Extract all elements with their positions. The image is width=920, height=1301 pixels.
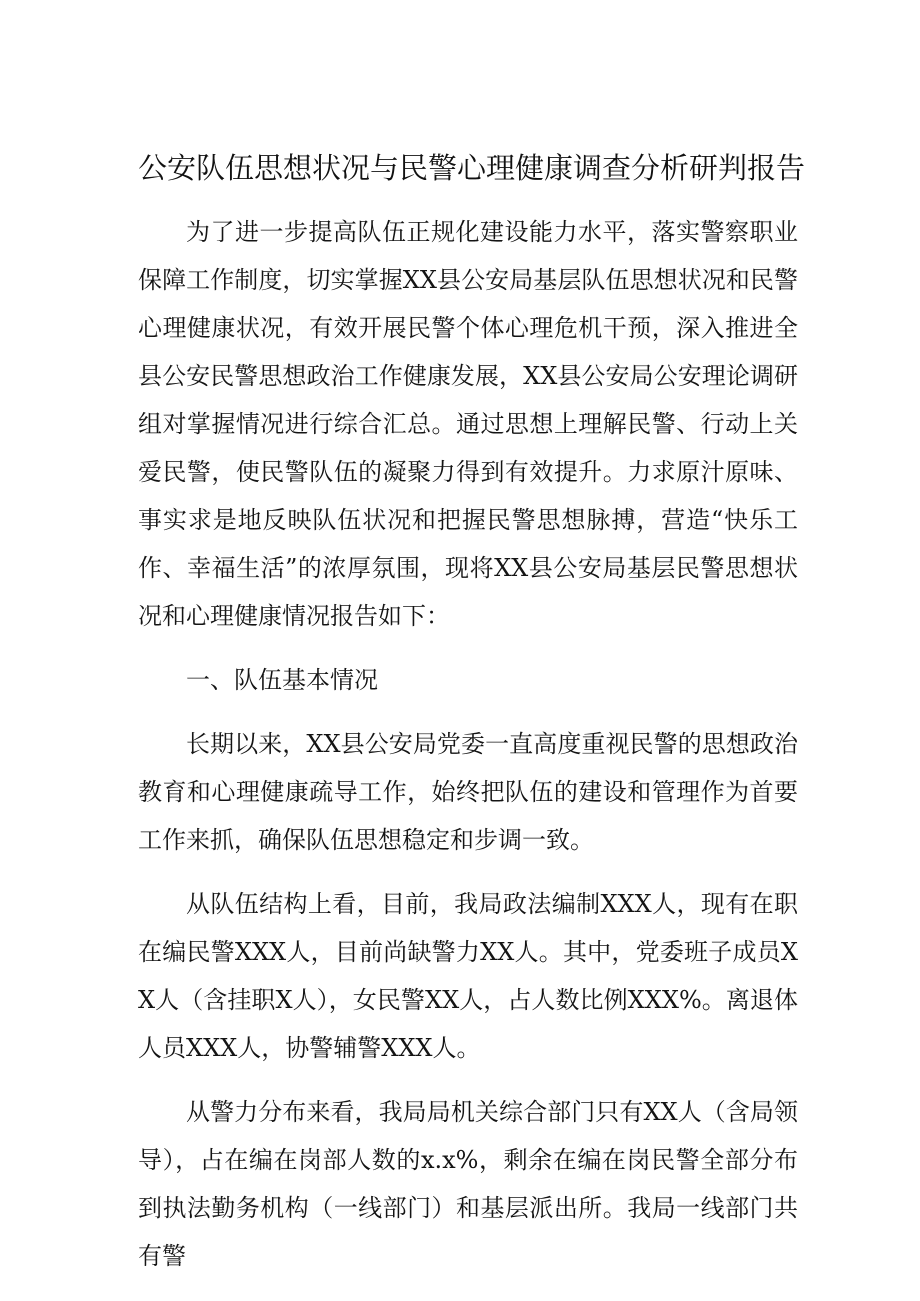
document-body [138,208,798,1280]
police-distribution-paragraph: 从警力分布来看，我局局机关综合部门只有XX人（含局领导），占在编在岗部人数的x.x%，剩余在编在岗民警全部分布到执法勤务机构（一线部门）和基层派出所。我局一线部门共有警 [138,1098,798,1270]
team-structure-paragraph: 从队伍结构上看，目前，我局政法编制XXX人，现有在职在编民警XXX人，目前尚缺警力XX人。其中，党委班子成员XX人（含挂职X人），女民警XX人，占人数比例XXX%。离退体人员XXX人，协警辅警XXX人。 [138,890,798,1062]
section-heading-1: 一、队伍基本情况 [186,666,378,694]
document-title: 公安队伍思想状况与民警心理健康调查分析研判报告 [138,151,806,185]
intro-paragraph: 为了进一步提高队伍正规化建设能力水平，落实警察职业保障工作制度，切实掌握XX县公安局基层队伍思想状况和民警心理健康状况，有效开展民警个体心理危机干预，深入推进全县公安民警思想政治工作健康发展，XX县公安局公安理论调研组对掌握情况进行综合汇总。通过思想上理解民警、行动上关爱民警，使民警队伍的凝聚力得到有效提升。力求原汁原味、事实求是地反映队伍状况和把握民警思想脉搏，营造“快乐工作、幸福生活”的浓厚氛围，现将XX县公安局基层民警思想状况和心理健康情况报告如下： [138,218,798,630]
team-overview-paragraph: 长期以来，XX县公安局党委一直高度重视民警的思想政治教育和心理健康疏导工作，始终把队伍的建设和管理作为首要工作来抓，确保队伍思想稳定和步调一致。 [138,730,798,854]
